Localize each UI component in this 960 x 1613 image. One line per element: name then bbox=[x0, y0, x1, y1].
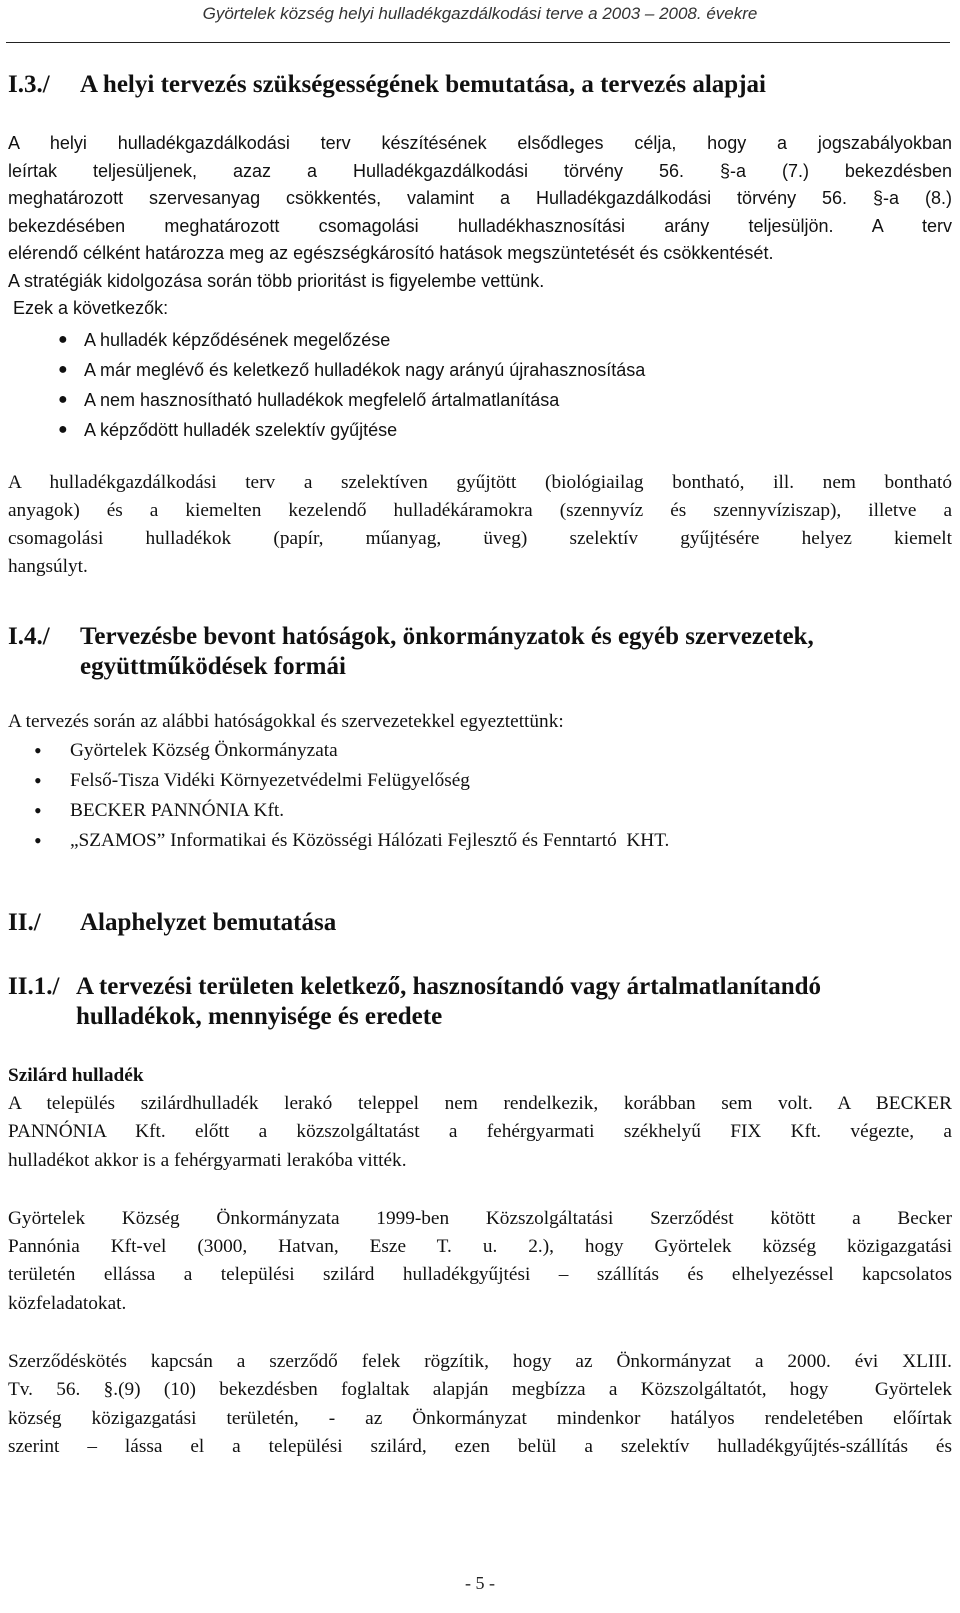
text-line: anyagok) és a kiemelten kezelendő hulladékáramokra (szennyvíz és szennyvíziszap), illetve a bbox=[8, 499, 952, 521]
list-item: ● A képződött hulladék szelektív gyűjtése bbox=[8, 415, 952, 445]
text-line: bekezdésében meghatározott csomagolási hulladékhasznosítási arány teljesüljön. A terv bbox=[8, 215, 952, 236]
text-line: Györtelek Község Önkormányzata 1999-ben Közszolgáltatási Szerződést kötött a Becker bbox=[8, 1207, 952, 1229]
bullet-icon: ● bbox=[58, 390, 68, 408]
text-line: hulladékot akkor is a fehérgyarmati lerakóba vitték. bbox=[8, 1149, 407, 1171]
page-number: - 5 - bbox=[465, 1573, 495, 1593]
bullet-icon: • bbox=[34, 737, 42, 763]
page-header bbox=[0, 0, 960, 52]
section-number: I.4./ bbox=[8, 622, 50, 650]
running-header: Györtelek község helyi hulladékgazdálkodási terve a 2003 – 2008. évekre bbox=[202, 4, 758, 23]
document-body bbox=[8, 70, 952, 1461]
section-title: A tervezési területen keletkező, hasznosítandó vagy ártalmatlanítandó hulladékok, mennyisége és eredete bbox=[76, 972, 822, 1030]
bullet-icon: ● bbox=[58, 420, 68, 438]
text-line: A helyi hulladékgazdálkodási terv készítésének elsődleges célja, hogy a jogszabályokban bbox=[8, 133, 952, 153]
organization-list bbox=[8, 736, 952, 856]
text-line: A település szilárdhulladék lerakó teleppel nem rendelkezik, korábban sem volt. A BECKER bbox=[8, 1092, 952, 1114]
list-item: ● A már meglévő és keletkező hulladékok nagy arányú újrahasznosítása bbox=[8, 355, 952, 385]
bullet-icon: ● bbox=[58, 360, 68, 378]
section-number: II./ bbox=[8, 908, 41, 936]
intro-paragraph bbox=[8, 130, 952, 323]
section-title: Tervezésbe bevont hatóságok, önkormányzatok és egyéb szervezetek, együttműködések formái bbox=[80, 622, 814, 680]
header-divider bbox=[6, 42, 950, 43]
text-line: elérendő célként határozza meg az egészségkárosító hatások megszüntetését és csökkentését. bbox=[8, 243, 774, 263]
subheading: Szilárd hulladék bbox=[8, 1064, 144, 1086]
list-lead: Ezek a következők: bbox=[8, 298, 169, 318]
section-number: I.3./ bbox=[8, 71, 50, 98]
text-line: hangsúlyt. bbox=[8, 556, 88, 578]
section-title: Alaphelyzet bemutatása bbox=[80, 908, 337, 936]
text-line: Pannónia Kft-vel (3000, Hatvan, Esze T. u. 2.), hogy Györtelek község közigazgatási bbox=[8, 1236, 952, 1258]
bullet-icon: • bbox=[34, 767, 42, 793]
closing-paragraph bbox=[8, 469, 952, 582]
consultation-intro: A tervezés során az alábbi hatóságokkal és szervezetekkel egyeztettünk: bbox=[8, 710, 564, 732]
paragraph bbox=[8, 1090, 952, 1175]
priority-list bbox=[8, 325, 952, 445]
section-heading-ii bbox=[8, 908, 952, 938]
list-item: • BECKER PANNÓNIA Kft. bbox=[8, 796, 952, 826]
section-title: A helyi tervezés szükségességének bemutatása, a tervezés alapjai bbox=[80, 71, 766, 98]
text-line: területén ellássa a települési szilárd hulladékgyűjtési – szállítás és elhelyezéssel kapcsolatos bbox=[8, 1264, 952, 1286]
section-heading-ii1 bbox=[8, 972, 952, 1032]
list-item: ● A hulladék képződésének megelőzése bbox=[8, 325, 952, 355]
list-item: • „SZAMOS” Informatikai és Közösségi Hálózati Fejlesztő és Fenntartó KHT. bbox=[8, 826, 952, 856]
text-line: csomagolási hulladékok (papír, műanyag, üveg) szelektív gyűjtésére helyez kiemelt bbox=[8, 528, 952, 550]
list-item: • Felső-Tisza Vidéki Környezetvédelmi Felügyelőség bbox=[8, 766, 952, 796]
section-heading-i4 bbox=[8, 622, 952, 682]
list-item: • Györtelek Község Önkormányzata bbox=[8, 736, 952, 766]
bullet-icon: ● bbox=[58, 330, 68, 348]
text-line: A hulladékgazdálkodási terv a szelektíven gyűjtött (biológiailag bontható, ill. nem bontható bbox=[8, 471, 952, 493]
bullet-icon: • bbox=[34, 797, 42, 823]
text-line: leírtak teljesüljenek, azaz a Hulladékgazdálkodási törvény 56. §-a (7.) bekezdésben bbox=[8, 160, 952, 181]
paragraph bbox=[8, 1348, 952, 1461]
text-line: Szerződéskötés kapcsán a szerződő felek rögzítik, hogy az Önkormányzat a 2000. évi XLIII. bbox=[8, 1351, 952, 1373]
bullet-icon: • bbox=[34, 827, 42, 853]
text-line: Tv. 56. §.(9) (10) bekezdésben foglaltak alapján megbízza a Közszolgáltatót, hogy Györtelek bbox=[8, 1379, 952, 1401]
text-line: PANNÓNIA Kft. előtt a közszolgáltatást a fehérgyarmati székhelyű FIX Kft. végezte, a bbox=[8, 1121, 952, 1143]
text-line: meghatározott szervesanyag csökkentés, valamint a Hulladékgazdálkodási törvény 56. §-a (8.) bbox=[8, 188, 952, 208]
text-line: A stratégiák kidolgozása során több prioritást is figyelembe vettünk. bbox=[8, 270, 545, 291]
text-line: község közigazgatási területén, - az Önkormányzat mindenkor hatályos rendeletében előírtak bbox=[8, 1407, 952, 1429]
text-line: közfeladatokat. bbox=[8, 1292, 127, 1314]
section-heading-i3 bbox=[8, 70, 952, 100]
list-item: ● A nem hasznosítható hulladékok megfelelő ártalmatlanítása bbox=[8, 385, 952, 415]
paragraph bbox=[8, 1205, 952, 1318]
text-line: szerint – lássa el a települési szilárd, ezen belül a szelektív hulladékgyűjtés-szállítás és bbox=[8, 1435, 952, 1457]
section-number: II.1./ bbox=[8, 972, 60, 1000]
